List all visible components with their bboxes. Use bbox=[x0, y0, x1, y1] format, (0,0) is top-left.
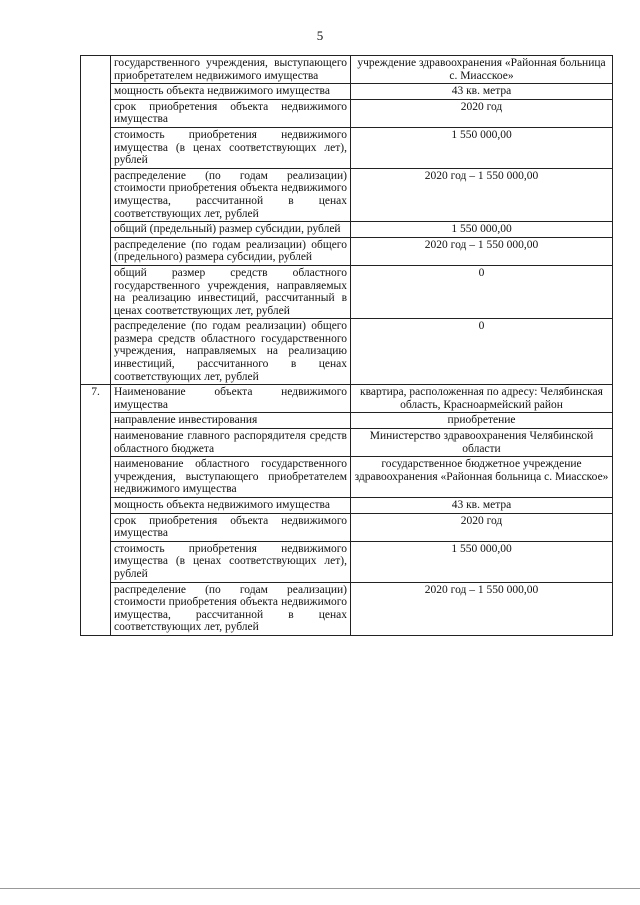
table-row bbox=[81, 385, 613, 413]
page-number: 5 bbox=[316, 28, 324, 43]
parameter-value: 2020 год – 1 550 000,00 bbox=[351, 582, 613, 635]
table-row bbox=[81, 319, 613, 385]
parameter-label: распределение (по годам реализации) стоимости приобретения объекта недвижимого имущества, рассчитанной в ценах соответствующих лет, рублей bbox=[111, 168, 351, 221]
parameter-value: 43 кв. метра bbox=[351, 498, 613, 514]
table-row bbox=[81, 56, 613, 84]
parameter-label: государственного учреждения, выступающего приобретателем недвижимого имущества bbox=[111, 56, 351, 84]
parameter-label: мощность объекта недвижимого имущества bbox=[111, 84, 351, 100]
table-row bbox=[81, 429, 613, 457]
table-row bbox=[81, 168, 613, 221]
parameter-value: учреждение здравоохранения «Районная больница с. Миасское» bbox=[351, 56, 613, 84]
parameter-label: стоимость приобретения недвижимого имущества (в ценах соответствующих лет), рублей bbox=[111, 541, 351, 582]
parameter-label: мощность объекта недвижимого имущества bbox=[111, 498, 351, 514]
item-number-cell bbox=[81, 56, 111, 385]
table-row bbox=[81, 498, 613, 514]
parameter-value: квартира, расположенная по адресу: Челябинская область, Красноармейский район bbox=[351, 385, 613, 413]
investment-table bbox=[80, 55, 613, 636]
table-row bbox=[81, 265, 613, 318]
parameter-value: 0 bbox=[351, 319, 613, 385]
parameter-value: приобретение bbox=[351, 413, 613, 429]
table-row bbox=[81, 222, 613, 238]
parameter-label: стоимость приобретения недвижимого имущества (в ценах соответствующих лет), рублей bbox=[111, 127, 351, 168]
table-row bbox=[81, 413, 613, 429]
parameter-value: 43 кв. метра bbox=[351, 84, 613, 100]
parameter-value: 2020 год bbox=[351, 99, 613, 127]
parameter-value: Министерство здравоохранения Челябинской области bbox=[351, 429, 613, 457]
table-row bbox=[81, 237, 613, 265]
parameter-value: 0 bbox=[351, 265, 613, 318]
parameter-label: направление инвестирования bbox=[111, 413, 351, 429]
table-row bbox=[81, 127, 613, 168]
table-row bbox=[81, 99, 613, 127]
parameter-value: 1 550 000,00 bbox=[351, 541, 613, 582]
parameter-label: распределение (по годам реализации) стоимости приобретения объекта недвижимого имущества, рассчитанной в ценах соответствующих лет, рублей bbox=[111, 582, 351, 635]
parameter-label: Наименование объекта недвижимого имущества bbox=[111, 385, 351, 413]
parameter-label: срок приобретения объекта недвижимого имущества bbox=[111, 99, 351, 127]
parameter-value: 1 550 000,00 bbox=[351, 127, 613, 168]
parameter-value: 2020 год – 1 550 000,00 bbox=[351, 237, 613, 265]
table-row bbox=[81, 513, 613, 541]
parameter-value: 1 550 000,00 bbox=[351, 222, 613, 238]
table-body bbox=[81, 56, 613, 636]
parameter-label: распределение (по годам реализации) общего (предельного) размера субсидии, рублей bbox=[111, 237, 351, 265]
parameter-label: наименование областного государственного учреждения, выступающего приобретателем недвижимого имущества bbox=[111, 457, 351, 498]
parameter-value: государственное бюджетное учреждение здравоохранения «Районная больница с. Миасское» bbox=[351, 457, 613, 498]
footer-divider bbox=[0, 888, 640, 889]
parameter-label: наименование главного распорядителя средств областного бюджета bbox=[111, 429, 351, 457]
parameter-label: срок приобретения объекта недвижимого имущества bbox=[111, 513, 351, 541]
table-row bbox=[81, 541, 613, 582]
table-row bbox=[81, 84, 613, 100]
table-row bbox=[81, 457, 613, 498]
parameter-label: общий размер средств областного государственного учреждения, направляемых на реализацию инвестиций, рассчитанный в ценах соответствующих лет, рублей bbox=[111, 265, 351, 318]
parameter-label: распределение (по годам реализации) общего размера средств областного государственного учреждения, направляемых на реализацию инвестиций, рассчитанного в ценах соответствующих лет, рублей bbox=[111, 319, 351, 385]
parameter-label: общий (предельный) размер субсидии, рублей bbox=[111, 222, 351, 238]
table-row bbox=[81, 582, 613, 635]
item-number-cell: 7. bbox=[81, 385, 111, 636]
parameter-value: 2020 год bbox=[351, 513, 613, 541]
parameter-value: 2020 год – 1 550 000,00 bbox=[351, 168, 613, 221]
